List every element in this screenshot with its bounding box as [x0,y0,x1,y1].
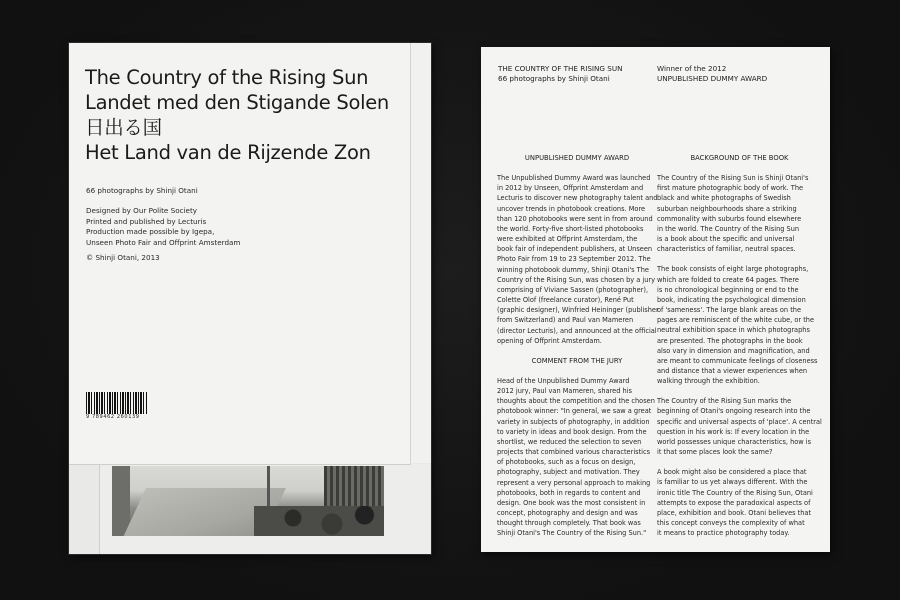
text-line: The Country of the Rising Sun marks the [657,397,792,406]
paragraph-award [497,173,657,346]
text-line: ironic title The Country of the Rising Sun, Otani [657,488,813,497]
text-line: concept, photography and design and was [497,509,638,517]
text-line: The book consists of eight large photographs, [657,265,809,274]
text-line: to variety in ideas and book design. From the [497,427,647,436]
header-award-line1: Winner of the 2012 [657,64,727,73]
paragraph-background-3 [657,396,822,457]
cover-copyright: © Shinji Otani, 2013 [86,253,160,262]
text-line: design. One book was the most consistent in [497,498,646,507]
text-line: characteristics of familiar, neutral spaces. [657,245,796,254]
text-line: photography, subject and motivation. They [497,468,640,477]
text-line: black and white photographs of Swedish [657,194,791,203]
text-line: it means to practice photography today. [657,529,790,538]
text-line: first mature photographic body of work. The [657,184,804,193]
text-line: this concept conveys the complexity of what [657,519,805,527]
text-line: book fair of independent publishers, at Unseen [497,245,653,254]
text-line: are meant to communicate feelings of closeness [657,356,818,365]
text-line: The Country of the Rising Sun is Shinji Otani's [657,174,809,183]
title-swedish: Landet med den Stigande Solen [85,91,389,114]
text-line: Head of the Unpublished Dummy Award [497,376,630,385]
text-line: 2012 jury, Paul van Mameren, shared his [497,387,632,396]
text-line: place, exhibition and book. Otani believes that [657,508,812,517]
booklet-inner-page [99,464,430,554]
heading-unpublished-dummy-award: UNPUBLISHED DUMMY AWARD [524,154,630,162]
text-line: beginning of Otani's ongoing research into the [657,407,811,416]
heading-comment-from-jury: COMMENT FROM THE JURY [531,356,623,365]
credit-line: Printed and published by Lecturis [86,216,207,226]
heading-background-of-book: BACKGROUND OF THE BOOK [690,154,789,162]
text-line: photobooks, both in regards to content and [497,488,641,497]
text-line: suburban neighbourhoods share a striking [657,204,797,213]
header-title: THE COUNTRY OF THE RISING SUN [498,64,623,73]
title-japanese: 日出る国 [85,116,162,139]
text-line: uncover trends in photobook creations. More [497,204,646,213]
right-text-column [657,153,822,538]
text-line: specific and universal aspects of 'place'. A central [657,417,822,426]
credit-line: Designed by Our Polite Society [86,206,198,215]
text-line: winning photobook dummy, Shinji Otani's The [497,265,649,274]
text-line: from Switzerland) and Paul van Mameren [497,316,634,325]
text-line: question in his work is: If every location in the [657,427,810,436]
street-photograph [112,466,384,536]
text-line: were exhibited at Offprint Amsterdam, the [497,235,638,244]
text-line: Country of the Rising Sun, was chosen by a jury [497,275,656,284]
cover-subtitle: 66 photographs by Shinji Otani [86,186,198,195]
text-line: represent a very personal approach to making [497,478,651,487]
info-sheet [481,47,830,552]
text-line: is a book about the specific and universal [657,235,795,244]
text-line: and distance that a viewer experiences when [657,366,808,375]
text-line: book, indicating the psychological dimension [657,295,806,304]
text-line: projects that combined various characteristics [497,448,651,457]
text-line: (graphic designer), Winfried Heininger (publisher [497,306,659,315]
barcode-number: 9 789462 260139 [86,414,140,420]
title-english: The Country of the Rising Sun [85,66,369,89]
text-line: neutral exhibition space in which photographs [657,326,810,335]
credit-line: Production made possible by Igepa, [86,227,215,237]
text-line: thoughts about the competition and the chosen [497,397,655,406]
sheet-header-left [498,64,622,84]
text-line: walking through the exhibition. [657,377,760,386]
header-award-line2: UNPUBLISHED DUMMY AWARD [657,74,768,84]
text-line: in the world. The Country of the Rising Sun [657,224,800,233]
text-line: is no chronological beginning or end to the [657,285,799,294]
barcode [86,392,148,420]
text-line: of 'sameness'. The large blank areas on the [657,306,802,315]
text-line: variety in subjects of photography, in addition [497,417,650,426]
text-line: it that some places look the same? [657,448,773,457]
text-line: opening of Offprint Amsterdam. [497,336,602,345]
title-dutch: Het Land van de Rijzende Zon [85,141,371,164]
left-text-column [497,153,657,538]
text-line: A book might also be considered a place that [657,468,807,477]
text-line: are presented. The photographs in the book [657,336,803,345]
text-line: Photo Fair from 19 to 23 September 2012. The [497,255,651,264]
text-line: in 2012 by Unseen, Offprint Amsterdam and [497,184,644,193]
text-line: attempts to expose the paradoxical aspects of [657,498,811,507]
paragraph-background-4 [657,467,822,538]
text-line: thought through completely. That book was [497,519,641,528]
cover-credits [86,206,386,248]
text-line: commonality with suburbs found elsewhere [657,214,802,223]
text-line: the world. Forty-five short-listed photobooks [497,224,644,233]
paragraph-background-2 [657,264,822,386]
credit-line: Unseen Photo Fair and Offprint Amsterdam [86,237,241,247]
text-line: Shinji Otani's The Country of the Rising Sun." [497,529,647,538]
paragraph-jury-comment [497,376,657,539]
text-line: Colette Olof (freelance curator), René Put [497,296,634,305]
text-line: world possesses unique characteristics, how is [657,437,812,446]
text-line: The Unpublished Dummy Award was launched [497,174,651,183]
text-line: Lecturis to discover new photography talent and [497,194,658,203]
header-subtitle: 66 photographs by Shinji Otani [498,74,610,84]
text-line: comprising of Viviane Sassen (photographer), [497,285,649,294]
text-line: also vary in dimension and magnification, and [657,346,810,355]
text-line: than 120 photobooks were sent in from around [497,214,653,223]
text-line: is familiar to us yet always different. With the [657,478,808,487]
text-line: shortlist, we reduced the selection to seven [497,437,642,446]
photo-house [324,466,384,511]
paragraph-background-1 [657,173,822,254]
photo-bushes [254,506,384,536]
cover-title [85,65,405,165]
text-line: pages are reminiscent of the white cube, or the [657,316,815,325]
barcode-bars [86,392,148,414]
booklet [69,43,431,554]
text-line: (director Lecturis), and announced at the official [497,326,657,335]
booklet-cover [69,43,411,465]
text-line: of photobooks, such as a focus on design, [497,458,636,467]
sheet-header-right [657,64,767,84]
text-line: which are folded to create 64 pages. There [657,275,799,284]
text-line: photobook winner: "In general, we saw a great [497,407,652,416]
